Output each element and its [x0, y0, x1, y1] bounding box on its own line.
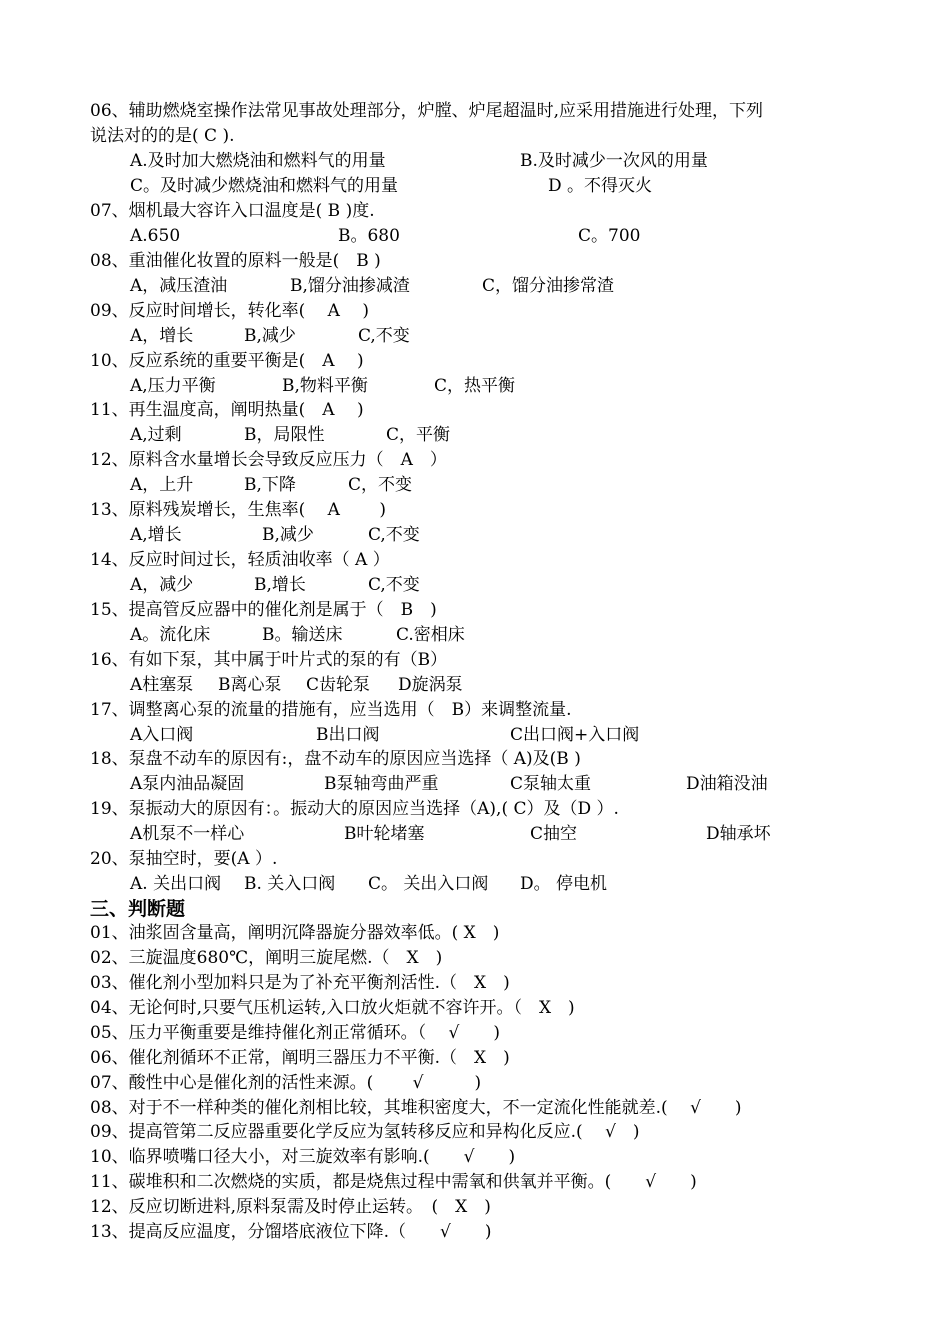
option-08-c: C，馏分油掺常渣	[482, 276, 615, 296]
option-12-c: C，不变	[348, 475, 413, 495]
tf-item-04: 04、无论何时,只要气压机运转,入口放火炬就不容许开。（ X )	[90, 998, 575, 1018]
tf-item-05: 05、压力平衡重要是维持催化剂正常循环。（ √ )	[90, 1023, 500, 1043]
option-09-c: C,不变	[358, 326, 410, 346]
option-07-c: C。700	[578, 226, 641, 246]
question-20: 20、泵抽空时，要(A ）.	[90, 849, 278, 869]
question-17: 17、调整离心泵的流量的措施有，应当选用（ B）来调整流量.	[90, 700, 572, 720]
question-10: 10、反应系统的重要平衡是( A )	[90, 351, 364, 371]
option-20-a: A. 关出口阀	[130, 874, 222, 894]
option-20-d: D。 停电机	[520, 874, 608, 894]
option-19-c: C抽空	[530, 824, 578, 844]
option-08-a: A，减压渣油	[130, 276, 228, 296]
option-17-c: C出口阀+入口阀	[510, 725, 640, 745]
option-13-c: C,不变	[368, 525, 420, 545]
question-08: 08、重油催化妆置的原料一般是( B )	[90, 251, 381, 271]
question-07: 07、烟机最大容许入口温度是( B )度.	[90, 201, 375, 221]
option-14-c: C,不变	[368, 575, 420, 595]
option-07-b: B。680	[338, 226, 400, 246]
option-18-a: A泵内油品凝固	[130, 774, 245, 794]
option-11-c: C，平衡	[386, 425, 451, 445]
option-06-c: C。及时减少燃烧油和燃料气的用量	[130, 176, 399, 196]
option-11-b: B，局限性	[244, 425, 325, 445]
option-10-c: C，热平衡	[434, 376, 516, 396]
tf-item-12: 12、反应切断进料,原料泵需及时停止运转。 ( X )	[90, 1197, 491, 1217]
option-12-a: A，上升	[130, 475, 194, 495]
question-18: 18、泵盘不动车的原因有:，盘不动车的原因应当选择（ A)及(B )	[90, 749, 581, 769]
option-15-a: A。流化床	[130, 625, 211, 645]
option-12-b: B,下降	[244, 475, 296, 495]
option-16-b: B离心泵	[218, 675, 282, 695]
option-09-b: B,减少	[244, 326, 296, 346]
tf-item-07: 07、酸性中心是催化剂的活性来源。( √ )	[90, 1073, 482, 1093]
tf-item-09: 09、提高管第二反应器重要化学反应为氢转移反应和异构化反应.( √ )	[90, 1122, 640, 1142]
question-19: 19、泵振动大的原因有：。振动大的原因应当选择（A),( C）及（D ）.	[90, 799, 619, 819]
option-20-c: C。 关出入口阀	[368, 874, 489, 894]
option-20-b: B. 关入口阀	[244, 874, 336, 894]
option-15-c: C.密相床	[396, 625, 465, 645]
option-06-b: B.及时减少一次风的用量	[520, 151, 708, 171]
option-17-b: B出口阀	[316, 725, 380, 745]
question-14: 14、反应时间过长，轻质油收率（ A ）	[90, 550, 390, 570]
option-19-b: B叶轮堵塞	[344, 824, 425, 844]
option-10-a: A,压力平衡	[130, 376, 216, 396]
option-13-a: A,增长	[130, 525, 182, 545]
option-15-b: B。输送床	[262, 625, 343, 645]
question-15: 15、提高管反应器中的催化剂是属于（ B )	[90, 600, 437, 620]
question-11: 11、再生温度高，阐明热量( A )	[90, 400, 364, 420]
option-17-a: A入口阀	[130, 725, 194, 745]
tf-item-03: 03、催化剂小型加料只是为了补充平衡剂活性.（ X )	[90, 973, 510, 993]
question-09: 09、反应时间增长，转化率( A )	[90, 301, 369, 321]
tf-item-06: 06、催化剂循环不正常，阐明三器压力不平衡.（ X )	[90, 1048, 510, 1068]
option-19-d: D轴承坏	[706, 824, 771, 844]
option-06-d: D 。不得灭火	[548, 176, 653, 196]
option-09-a: A，增长	[130, 326, 194, 346]
option-10-b: B,物料平衡	[282, 376, 368, 396]
option-08-b: B,馏分油掺减渣	[290, 276, 410, 296]
option-06-a: A.及时加大燃烧油和燃料气的用量	[130, 151, 386, 171]
option-18-d: D油箱没油	[686, 774, 768, 794]
tf-item-10: 10、临界喷嘴口径大小，对三旋效率有影响.( √ )	[90, 1147, 516, 1167]
option-18-b: B泵轴弯曲严重	[324, 774, 439, 794]
option-16-a: A柱塞泵	[130, 675, 194, 695]
tf-item-08: 08、对于不一样种类的催化剂相比较，其堆积密度大，不一定流化性能就差.( √ )	[90, 1098, 742, 1118]
question-13: 13、原料残炭增长，生焦率( A )	[90, 500, 386, 520]
tf-item-02: 02、三旋温度680℃，阐明三旋尾燃.（ X )	[90, 948, 443, 968]
tf-item-13: 13、提高反应温度，分馏塔底液位下降.（ √ )	[90, 1222, 492, 1242]
option-18-c: C泵轴太重	[510, 774, 592, 794]
option-16-d: D旋涡泵	[398, 675, 463, 695]
section-heading: 三、判断题	[90, 898, 186, 920]
option-13-b: B,减少	[262, 525, 314, 545]
question-16: 16、有如下泵，其中属于叶片式的泵的有（B）	[90, 650, 448, 670]
question-12: 12、原料含水量增长会导致反应压力（ A ）	[90, 450, 447, 470]
tf-item-11: 11、碳堆积和二次燃烧的实质，都是烧焦过程中需氧和供氧并平衡。( √ )	[90, 1172, 697, 1192]
question-06: 06、辅助燃烧室操作法常见事故处理部分，炉膛、炉尾超温时,应采用措施进行处理，下列	[90, 101, 764, 121]
option-11-a: A,过剩	[130, 425, 182, 445]
option-19-a: A机泵不一样心	[130, 824, 245, 844]
question-06-cont: 说法对的的是( C ).	[90, 126, 235, 146]
option-14-a: A，减少	[130, 575, 194, 595]
option-07-a: A.650	[130, 226, 181, 246]
option-16-c: C齿轮泵	[306, 675, 371, 695]
tf-item-01: 01、油浆固含量高，阐明沉降器旋分器效率低。( X )	[90, 923, 500, 943]
option-14-b: B,增长	[254, 575, 306, 595]
